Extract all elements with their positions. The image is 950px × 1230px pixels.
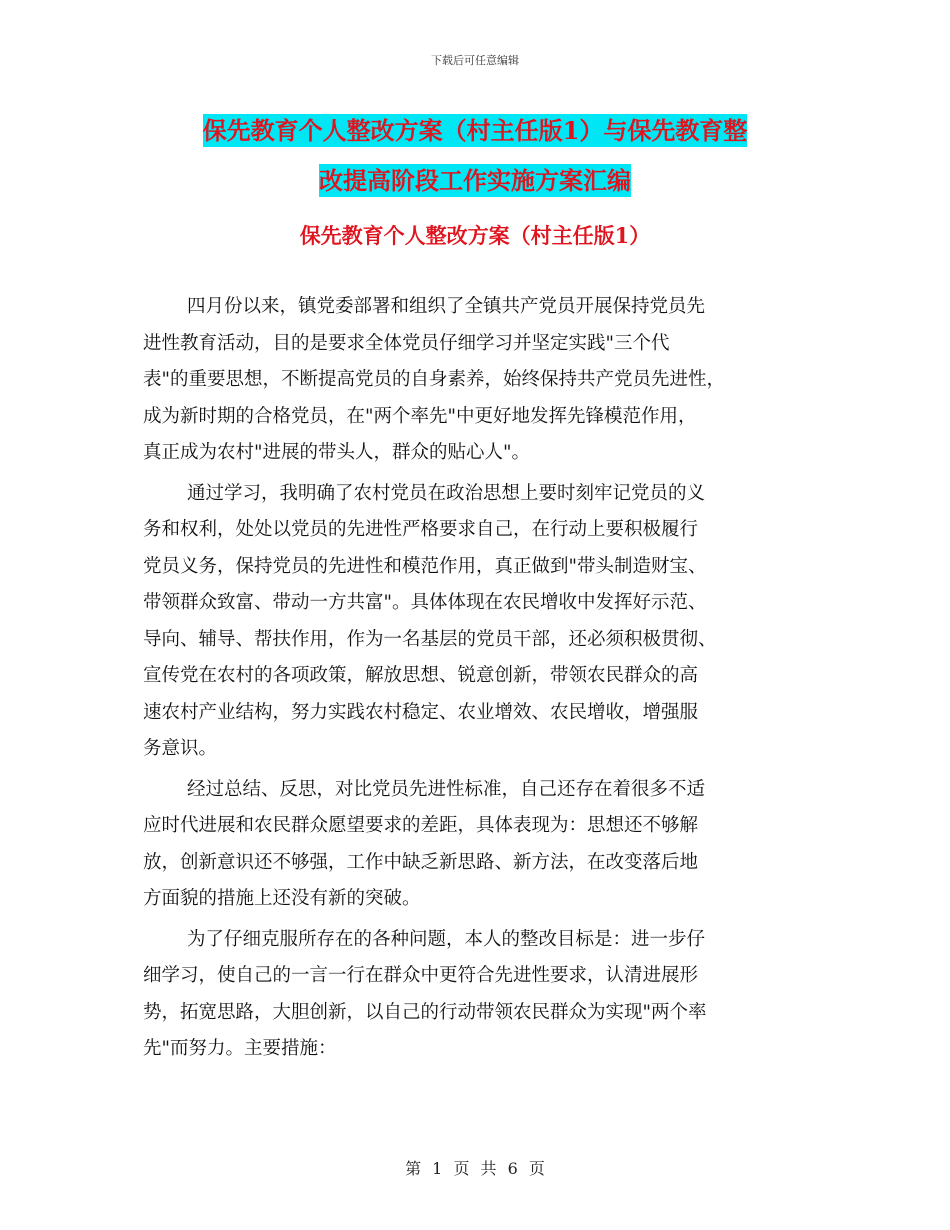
paragraph-line: 真正成为农村"进展的带头人，群众的贴心人"。 <box>143 442 531 463</box>
paragraph-line: 务和权利，处处以党员的先进性严格要求自己，在行动上要积极履行 <box>143 519 699 540</box>
paragraph-line: 速农村产业结构，努力实践农村稳定、农业增效、农民增收，增强服 <box>143 701 699 723</box>
paragraph-3 <box>143 772 815 918</box>
body-text <box>143 289 815 1072</box>
paragraph-line: 势，拓宽思路，大胆创新，以自己的行动带领农民群众为实现"两个率 <box>143 1001 707 1023</box>
document-title-line-2: 改提高阶段工作实施方案汇编 <box>319 166 631 195</box>
paragraph-line: 经过总结、反思，对比党员先进性标准，自己还存在着很多不适 <box>187 778 706 800</box>
paragraph-line: 应时代进展和农民群众愿望要求的差距，具体表现为：思想还不够解 <box>143 815 699 836</box>
paragraph-4 <box>143 922 815 1068</box>
paragraph-line: 细学习，使自己的一言一行在群众中更符合先进性要求，认清进展形 <box>143 965 699 986</box>
paragraph-line: 进性教育活动，目的是要求全体党员仔细学习并坚定实践"三个代 <box>143 332 670 354</box>
paragraph-line: 放，创新意识还不够强，工作中缺乏新思路、新方法，在改变落后地 <box>143 851 699 873</box>
header-note: 下载后可任意编辑 <box>431 54 519 67</box>
section-title: 保先教育个人整改方案（村主任版1） <box>299 223 651 248</box>
paragraph-2 <box>143 476 815 768</box>
paragraph-line: 带领群众致富、带动一方共富"。具体体现在农民增收中发挥好示范、 <box>143 592 707 613</box>
document-title-line-1: 保先教育个人整改方案（村主任版1）与保先教育整 <box>202 116 748 145</box>
document-title <box>0 106 950 206</box>
paragraph-1 <box>143 289 815 472</box>
paragraph-line: 通过学习，我明确了农村党员在政治思想上要时刻牢记党员的义 <box>187 482 706 504</box>
paragraph-line: 宣传党在农村的各项政策，解放思想、锐意创新，带领农民群众的高 <box>143 665 699 686</box>
paragraph-line: 导向、辅导、帮扶作用，作为一名基层的党员干部，还必须积极贯彻、 <box>143 628 717 650</box>
paragraph-line: 为了仔细克服所存在的各种问题，本人的整改目标是：进一步仔 <box>187 928 706 950</box>
page-number: 第 1 页 共 6 页 <box>405 1159 545 1178</box>
paragraph-line: 党员义务，保持党员的先进性和模范作用，真正做到"带头制造财宝、 <box>143 555 707 577</box>
paragraph-line: 先"而努力。主要措施： <box>143 1038 337 1059</box>
paragraph-line: 方面貌的措施上还没有新的突破。 <box>143 888 421 909</box>
paragraph-line: 务意识。 <box>143 738 218 759</box>
paragraph-line: 成为新时期的合格党员，在"两个率先"中更好地发挥先锋模范作用， <box>143 405 697 427</box>
paragraph-line: 表"的重要思想，不断提高党员的自身素养，始终保持共产党员先进性， <box>143 369 726 390</box>
paragraph-line: 四月份以来，镇党委部署和组织了全镇共产党员开展保持党员先 <box>187 296 706 317</box>
